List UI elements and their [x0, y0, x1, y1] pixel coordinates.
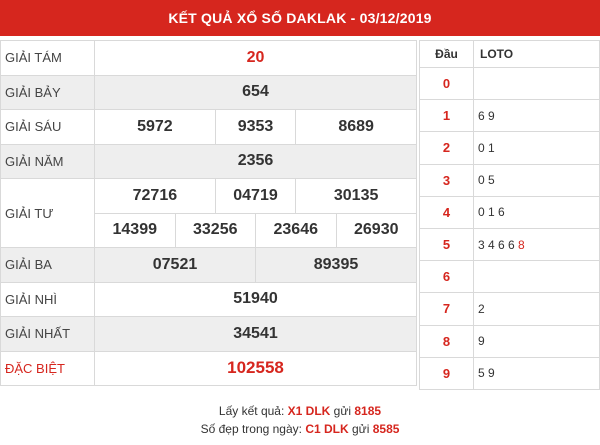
- table-row: [1, 75, 417, 110]
- footer-result-mid: gửi: [330, 404, 355, 418]
- prize-value: 14399: [95, 213, 176, 248]
- loto-tails: [474, 228, 600, 260]
- prize-label-giai-nhat: GIẢI NHẤT: [1, 317, 95, 352]
- loto-tails: 2: [474, 293, 600, 325]
- loto-row: [420, 325, 600, 357]
- page-title-text: KẾT QUẢ XỔ SỐ DAKLAK - 03/12/2019: [168, 10, 432, 26]
- loto-tails: [474, 68, 600, 100]
- prize-label-giai-tam: GIẢI TÁM: [1, 41, 95, 76]
- loto-tails: 5 9: [474, 357, 600, 389]
- footer-result-code: X1 DLK: [287, 404, 331, 418]
- loto-row: [420, 261, 600, 293]
- footer: [0, 398, 600, 445]
- results-table: [0, 40, 417, 386]
- loto-row: [420, 68, 600, 100]
- prize-value: 89395: [256, 248, 417, 283]
- prize-label-dac-biet: ĐẶC BIỆT: [1, 351, 95, 386]
- prize-label-giai-bay: GIẢI BẢY: [1, 75, 95, 110]
- page-title: [0, 0, 600, 36]
- loto-row: [420, 132, 600, 164]
- loto-head: 1: [420, 100, 474, 132]
- table-row: [1, 179, 417, 214]
- loto-head: 3: [420, 164, 474, 196]
- prize-value: 34541: [95, 317, 417, 352]
- loto-tails: 0 1 6: [474, 196, 600, 228]
- prize-value: 30135: [296, 179, 417, 214]
- footer-line-lucky: [0, 420, 600, 438]
- prize-value: 20: [95, 41, 417, 76]
- footer-lucky-number: 8585: [372, 422, 400, 436]
- prize-label-giai-ba: GIẢI BA: [1, 248, 95, 283]
- loto-row: [420, 228, 600, 260]
- prize-label-giai-tu: GIẢI TƯ: [1, 179, 95, 248]
- loto-tail-highlight: 8: [518, 237, 525, 252]
- loto-row: [420, 357, 600, 389]
- prize-label-giai-nam: GIẢI NĂM: [1, 144, 95, 179]
- prize-value: 9353: [215, 110, 296, 145]
- loto-head: 2: [420, 132, 474, 164]
- footer-result-prefix: Lấy kết quả:: [218, 404, 288, 418]
- prize-value: 23646: [256, 213, 337, 248]
- loto-tails: 6 9: [474, 100, 600, 132]
- loto-row: [420, 164, 600, 196]
- prize-value: 654: [95, 75, 417, 110]
- prize-value: 5972: [95, 110, 216, 145]
- prize-value: 26930: [336, 213, 417, 248]
- loto-head: 4: [420, 196, 474, 228]
- prize-value: 2356: [95, 144, 417, 179]
- loto-tails: 9: [474, 325, 600, 357]
- loto-tails: [474, 261, 600, 293]
- footer-line-result: [0, 402, 600, 420]
- prize-value: 07521: [95, 248, 256, 283]
- loto-tails: 0 1: [474, 132, 600, 164]
- loto-tails: 0 5: [474, 164, 600, 196]
- table-row: [1, 144, 417, 179]
- loto-tails-text: 3 4 6 6: [478, 237, 515, 252]
- loto-tail-column-label: LOTO: [474, 41, 600, 68]
- loto-row: [420, 196, 600, 228]
- footer-lucky-mid: gửi: [348, 422, 373, 436]
- footer-lucky-prefix: Số đẹp trong ngày:: [200, 422, 306, 436]
- table-row: [1, 317, 417, 352]
- loto-head: 0: [420, 68, 474, 100]
- loto-row: [420, 100, 600, 132]
- table-row: [1, 41, 417, 76]
- table-row: [1, 351, 417, 386]
- loto-head-column-label: Đầu: [420, 41, 474, 68]
- prize-value: 8689: [296, 110, 417, 145]
- prize-value: 04719: [215, 179, 296, 214]
- loto-head: 6: [420, 261, 474, 293]
- prize-label-giai-nhi: GIẢI NHÌ: [1, 282, 95, 317]
- loto-head: 7: [420, 293, 474, 325]
- prize-value: 33256: [175, 213, 256, 248]
- loto-head: 5: [420, 228, 474, 260]
- loto-row: [420, 293, 600, 325]
- prize-value: 51940: [95, 282, 417, 317]
- loto-header-row: [420, 41, 600, 68]
- loto-head: 9: [420, 357, 474, 389]
- table-row: [1, 282, 417, 317]
- loto-table: [419, 40, 600, 390]
- prize-label-giai-sau: GIẢI SÁU: [1, 110, 95, 145]
- footer-lucky-code: C1 DLK: [305, 422, 349, 436]
- footer-result-number: 8185: [354, 404, 382, 418]
- table-row: [1, 248, 417, 283]
- prize-value: 72716: [95, 179, 216, 214]
- table-row: [1, 110, 417, 145]
- loto-head: 8: [420, 325, 474, 357]
- prize-value-special: 102558: [95, 351, 417, 386]
